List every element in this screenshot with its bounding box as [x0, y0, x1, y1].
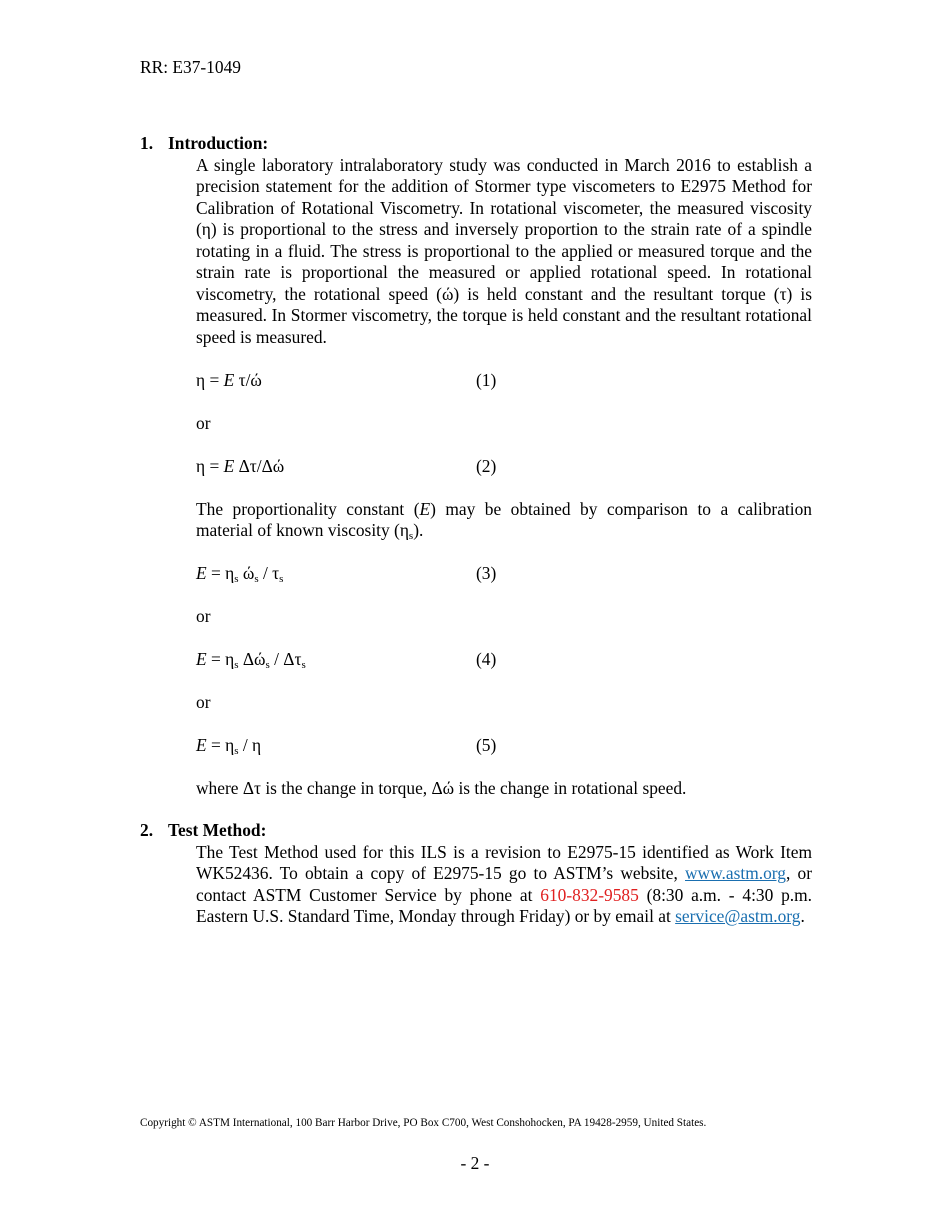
section-heading-introduction — [140, 133, 812, 155]
section-test-method — [140, 820, 812, 928]
equation-number: (4) — [476, 649, 497, 669]
service-email-link[interactable]: service@astm.org — [675, 906, 801, 926]
equation-number: (1) — [476, 369, 497, 390]
equation-5: $E = \eta_s / \eta$ (5) — [196, 735, 812, 757]
equation-number: (3) — [476, 563, 497, 583]
or-text: or — [196, 412, 211, 433]
where-definitions: where Δτ is the change in torque, Δώ is the change in rotational speed. — [196, 778, 687, 798]
customer-service-phone[interactable]: 610-832-9585 — [540, 884, 639, 905]
or-text: or — [196, 606, 211, 626]
section-introduction — [140, 133, 812, 800]
equation-number: (2) — [476, 455, 497, 476]
section-title: Introduction: — [168, 133, 269, 153]
test-method-paragraph: The Test Method used for this ILS is a revision to E2975-15 identified as Work Item WK52436. To obtain a copy of E2975-15 go to ASTM’s website, www.astm.org, or contact ASTM Customer Service by phone at 610-832-9585 (8:30 a.m. - 4:30 p.m. Eastern U.S. Standard Time, Monday through Friday) or by email at service@astm.org. — [196, 841, 813, 926]
or-text: or — [196, 692, 211, 712]
section-heading-test-method — [140, 820, 812, 842]
equation-2: η = E Δτ/Δώ (2) — [196, 456, 812, 478]
report-id-header: RR: E37-1049 — [140, 57, 241, 77]
section-number: 2. — [140, 820, 154, 840]
section-number: 1. — [140, 133, 154, 153]
intro-paragraph: A single laboratory intralaboratory study was conducted in March 2016 to establish a precision statement for the addition of Stormer type viscometers to E2975 Method for Calibration of Rotational Viscometry. In rotational viscometer, the measured viscosity (η) is proportional to the stress and inversely proportion to the strain rate of a spindle rotating in a fluid. The stress is proportional to the applied or measured torque and the strain rate is proportional the measured or applied rotational speed. In rotational viscometry, the rotational speed (ώ) is held constant and the resultant torque (τ) is measured. In Stormer viscometry, the torque is held constant and the resultant rotational speed is measured. — [196, 154, 812, 347]
equation-3: $E = \eta_s$ $ώ_s / \tau_s$ (3) — [196, 563, 812, 585]
equation-4: $E = \eta_s$ $\Delta ώ_s / \Delta\tau_s$ (4) — [196, 649, 812, 671]
proportionality-paragraph: The proportionality constant (E) may be obtained by comparison to a calibration material of known viscosity $(\eta_s)$. — [196, 498, 812, 542]
equation-1: η = E τ/ώ (1) — [196, 370, 812, 392]
page-number: - 2 - — [460, 1153, 490, 1173]
equation-number: (5) — [476, 735, 497, 755]
astm-website-link[interactable]: www.astm.org — [685, 863, 786, 883]
section-title: Test Method: — [168, 820, 267, 840]
copyright-footer: Copyright © ASTM International, 100 Barr Harbor Drive, PO Box C700, West Conshohocken, PA 19428-2959, United States. — [140, 1117, 707, 1129]
